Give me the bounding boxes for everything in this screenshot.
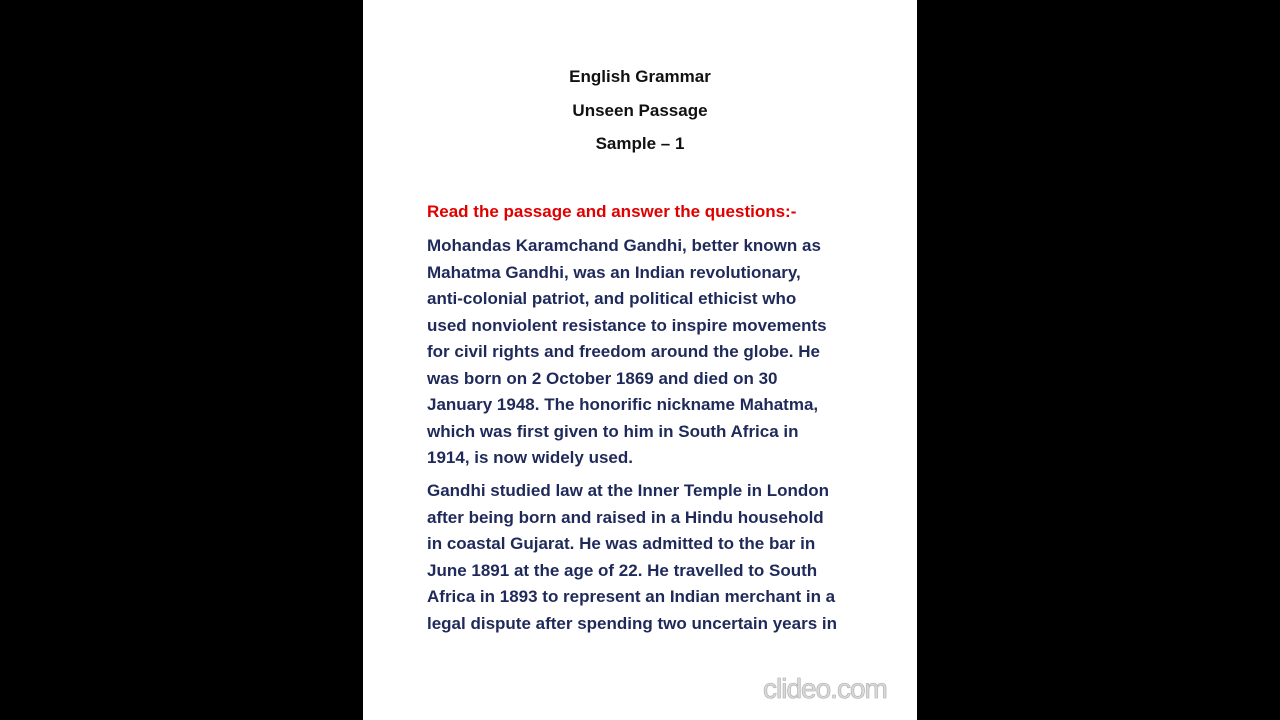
passage-line: used nonviolent resistance to inspire movements — [427, 315, 827, 335]
document-title: English Grammar — [569, 67, 711, 86]
passage-line: June 1891 at the age of 22. He travelled to South — [427, 560, 818, 580]
clideo-watermark: clideo.com — [763, 673, 887, 704]
passage-line: after being born and raised in a Hindu household — [427, 507, 824, 527]
sample-label: Sample – 1 — [595, 134, 685, 153]
passage-line: was born on 2 October 1869 and died on 30 — [427, 368, 778, 388]
passage-line: Mohandas Karamchand Gandhi, better known as — [427, 236, 821, 255]
document-subtitle: Unseen Passage — [572, 101, 708, 120]
passage-line: for civil rights and freedom around the globe. He — [427, 342, 820, 361]
passage-paragraph-2 — [427, 478, 837, 637]
passage-line: Gandhi studied law at the Inner Temple in London — [427, 481, 830, 500]
document-page — [363, 0, 917, 720]
passage-line: Mahatma Gandhi, was an Indian revolutionary, — [427, 262, 801, 282]
passage-line: legal dispute after spending two uncertain years in — [427, 613, 837, 633]
passage-line: anti-colonial patriot, and political ethicist who — [427, 289, 797, 308]
passage-line: Africa in 1893 to represent an Indian merchant in a — [427, 587, 836, 606]
passage-line: 1914, is now widely used. — [427, 448, 633, 467]
passage-line: which was first given to him in South Africa in — [427, 421, 799, 441]
instruction-text: Read the passage and answer the questions:- — [427, 202, 797, 221]
passage-line: in coastal Gujarat. He was admitted to the bar in — [427, 534, 816, 553]
passage-paragraph-1 — [427, 233, 827, 472]
passage-line: January 1948. The honorific nickname Mahatma, — [427, 395, 819, 414]
